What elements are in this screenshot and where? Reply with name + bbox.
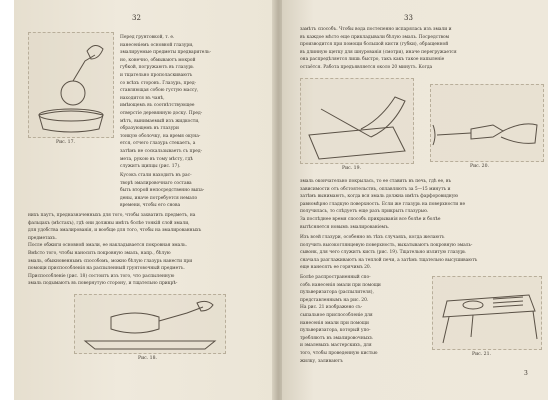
figure-21-illustration	[432, 276, 542, 350]
text-line: сыпальное приспособленіе для	[300, 312, 373, 318]
text-line: Кусокъ стали находитъ въ рас-	[120, 173, 192, 178]
figure-20-drawing	[431, 85, 543, 161]
text-line: остаётся. Работа предъявляется около 20 минутъ. Когда	[300, 64, 433, 70]
text-line: нанесеніемъ основной глазури,	[120, 42, 194, 48]
text-line: вытѣсняется новымъ эмалированіемъ.	[300, 224, 390, 230]
text-line: эмаль окончательно покрылась, то ее ставить въ печь, гдѣ ее, въ	[300, 179, 452, 184]
text-line: эмаль, обыкновеннымъ способомъ, можно бѣлую глазурь нанести при	[28, 258, 193, 264]
side-text-block	[120, 172, 270, 210]
figure-18-caption: Рис. 18.	[138, 356, 157, 361]
middle-text-block	[300, 178, 544, 231]
right-page	[282, 0, 548, 400]
text-line: въ длинную щетку для шнурованія (смотри), иначе перегружается	[300, 49, 457, 55]
text-line: зависимости отъ обстоятельствъ, оплавляютъ за 5—15 минутъ и	[300, 186, 451, 192]
text-line: мѣтъ, вынимаемый изъ жидкости,	[120, 118, 200, 124]
text-line: эмаль подымаютъ въ повернутую сторону, и тщательно прикрѣ-	[28, 281, 178, 287]
figure-19-drawing	[301, 79, 413, 163]
text-line: замѣтъ способъ. Чтобы вода постепенно испарялась изъ эмали и	[300, 27, 452, 32]
text-line: Перед грунтовкой, т. е.	[120, 35, 175, 40]
text-line: того, чтобы проведенную кистью	[300, 350, 378, 356]
printer-signature-mark: 3	[524, 370, 528, 377]
figure-17-caption: Рис. 17.	[56, 140, 75, 145]
text-line: требляютъ въ эмалировочныхъ	[300, 335, 373, 341]
book-spread	[14, 0, 548, 400]
figure-20-caption: Рис. 20.	[470, 164, 489, 169]
figure-17-illustration	[28, 32, 114, 138]
text-line: нанесенія эмали при помощи	[300, 320, 369, 326]
text-line: служитъ щипцы (рис. 17).	[120, 164, 181, 170]
figure-21-drawing	[433, 277, 541, 349]
left-page	[14, 0, 276, 400]
text-line: находится въ чанѣ,	[120, 95, 165, 101]
text-line: предметахъ.	[28, 235, 57, 241]
text-line: пульверизатора (распылителя),	[300, 290, 374, 296]
figure-19-illustration	[300, 78, 414, 164]
page-number: 33	[404, 14, 413, 22]
text-line: дены, иначе потребуется немало	[120, 195, 198, 201]
figure-19-caption: Рис. 19.	[342, 166, 361, 171]
text-line: пульверизатора, который упо-	[300, 328, 371, 334]
page-number: 32	[132, 14, 141, 22]
text-line: После обжиги основной эмали, ее накладывается покровная эмаль.	[28, 243, 187, 249]
text-line: эмалируемые предметы предваритель-	[120, 50, 212, 56]
text-line: получилась, то слѣдуетъ еще разъ прикрыть глазурью.	[300, 209, 429, 215]
text-line: творѣ эмалировочнаго состава	[120, 180, 192, 186]
text-line: но, конечно, обмываютъ мокрой	[120, 57, 196, 63]
text-line: ется, отчего глазурь стекаетъ, а	[120, 141, 196, 147]
text-line: собъ нанесенія эмали при помощи	[300, 282, 381, 288]
figure-18-drawing	[75, 295, 225, 353]
top-text-block	[300, 26, 544, 72]
figure-20-illustration	[430, 84, 544, 162]
text-line: жилку, заливаютъ	[300, 358, 343, 364]
text-line: времени, чтобы его снова	[120, 203, 181, 209]
text-line: она распредѣляется лишь быстро, такъ какъ такое напыленіе	[300, 57, 445, 63]
text-line: За послѣднее время способъ прикрыванія все болѣе и болѣе	[300, 216, 441, 222]
text-line: равномѣрно гладкую поверхность. Если же глазурь на поверхности не	[300, 201, 466, 207]
text-line: нихъ паутъ, предназначенныхъ для того, чтобы захватить предметъ, на	[28, 213, 196, 218]
text-line: Вмѣсто того, чтобы наносить покровную эмаль, напр., бѣлую	[28, 250, 171, 256]
narrow-text-block	[300, 274, 424, 365]
text-line: затѣмъ не соскальзываетъ съ пред-	[120, 148, 203, 154]
text-line: быть второй непосредственно выпа-	[120, 188, 205, 194]
text-line: сывонк, для чего служитъ кисть (рис. 19). Тщательно излитую глазурь	[300, 250, 466, 256]
text-line: получить высокоглянцевую поверхность, выкатываютъ покровную эмаль-	[300, 242, 473, 248]
text-line: еще нанесятъ ее горячимъ 20.	[300, 265, 372, 271]
text-line: представленнымъ на рис. 20.	[300, 297, 369, 303]
full-width-text-block	[28, 212, 268, 288]
text-line: Приспособленіе (рис. 18) состоитъ изъ того, что распыленную	[28, 273, 175, 279]
figure-18-illustration	[74, 294, 226, 354]
text-line: Болѣе распространенный спо-	[300, 275, 371, 280]
text-line: образующемъ въ глазури	[120, 126, 179, 132]
text-line: тонкую оболочку, на время окуна-	[120, 133, 201, 139]
text-line: со всѣхъ сторонъ. Глазурь, пред-	[120, 80, 197, 86]
text-line: затѣмъ вынимаютъ, когда вся эмаль должна имѣть фарфоровидную	[300, 194, 459, 200]
text-line: для удобства эмалированія, и вообще для того, чтобы на эмалированныхъ	[28, 228, 202, 234]
text-line: помощи приспособленія на распыленный грунтовочный предметъ.	[28, 266, 185, 272]
text-line: ставляющая собою густую массу,	[120, 88, 199, 94]
figure-17-drawing	[29, 33, 113, 137]
text-line: мета, рукою въ тому мѣсту, гдѣ	[120, 156, 193, 162]
text-line: губкой, погружаютъ въ глазурь	[120, 65, 194, 71]
text-line: и тщательно прополаскиваютъ	[120, 72, 193, 78]
text-line: сначала разглаживаютъ на теплой печи, а затѣмъ тщательно высушиваютъ	[300, 257, 478, 263]
paragraph-text-block	[300, 234, 544, 272]
wrap-text-block	[120, 34, 270, 171]
text-line: имѣющемъ въ соотвѣтствующее	[120, 103, 195, 109]
text-line: и эмалевыхъ мастерскихъ, для	[300, 343, 372, 349]
text-line: отверстіе деревянную доску. Пред-	[120, 110, 203, 116]
text-line: На рис. 21 изображено съ-	[300, 305, 363, 311]
text-line: въ каждое мѣсто еще прикладывали бѣлую эмаль. Посредством	[300, 34, 450, 40]
text-line: фальцахъ (мѣстахъ), гдѣ они должны имѣть болѣе тонкій слой эмали,	[28, 220, 190, 226]
text-line: Изъ всей глазури, особенно въ тѣхъ случаяхъ, когда желаютъ	[300, 235, 445, 240]
figure-21-caption: Рис. 21.	[472, 352, 491, 357]
text-line: производится при помощи большой кисти (губки), обращенной	[300, 42, 449, 48]
